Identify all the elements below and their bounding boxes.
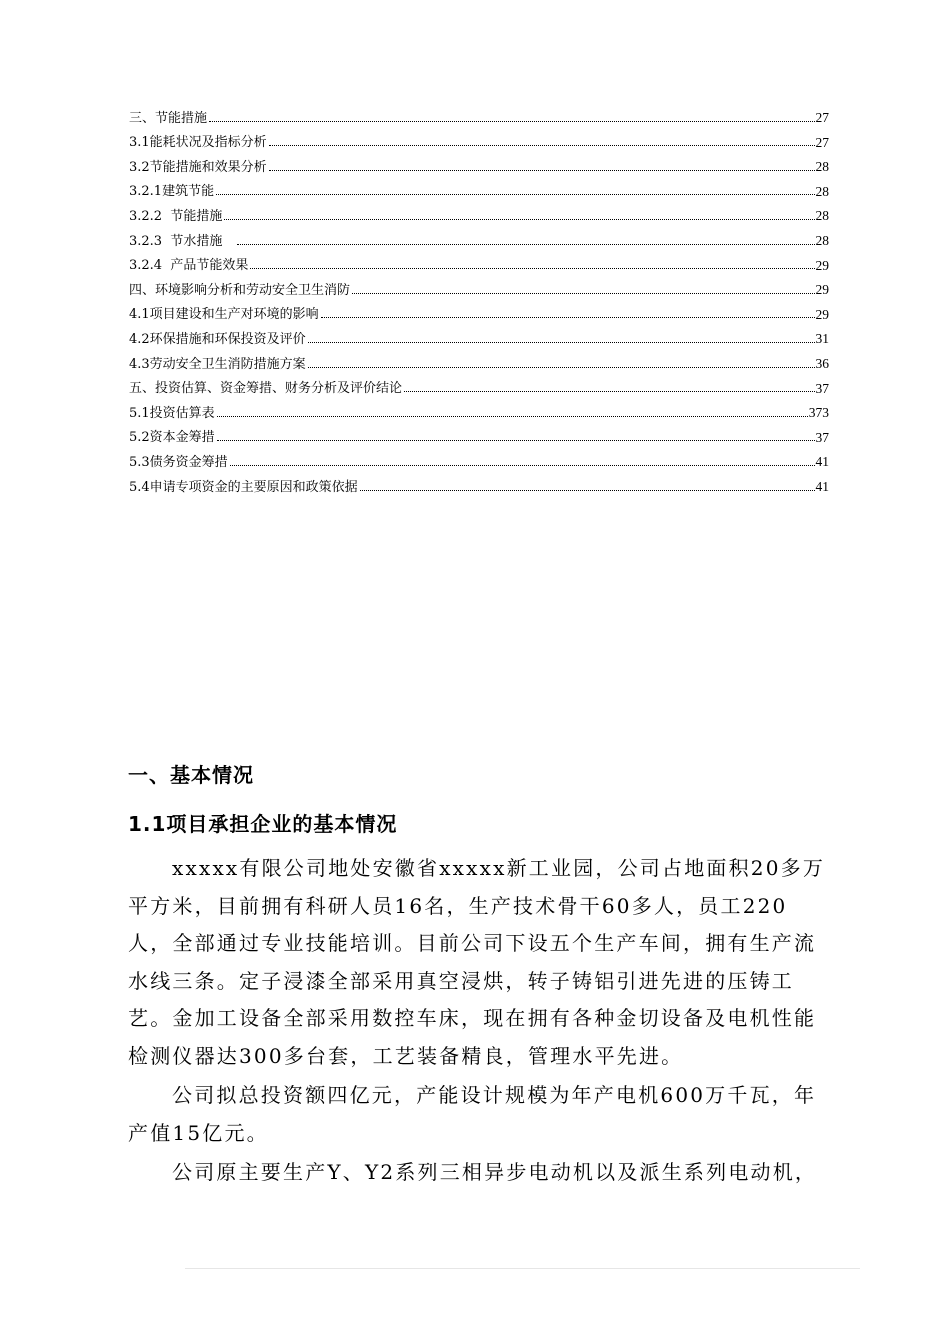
toc-leader-dots: [352, 292, 814, 294]
toc-leader-dots: [404, 390, 814, 392]
toc-entry-page: 28: [815, 208, 829, 224]
table-of-contents: [129, 100, 829, 494]
subsection-heading: 1.1项目承担企业的基本情况: [128, 812, 398, 836]
toc-leader-dots: [217, 439, 815, 441]
toc-leader-dots: [269, 144, 815, 146]
toc-entry-page: 27: [815, 110, 829, 126]
toc-entry-label: 3.2.3 节水措施: [129, 233, 235, 249]
paragraph: xxxxx有限公司地处安徽省xxxxx新工业园，公司占地面积20多万平方米，目前拥有科研人员16名，生产技术骨干60多人，员工220人，全部通过专业技能培训。目前公司下设五个生产车间，拥有生产流水线三条。定子浸漆全部采用真空浸烘，转子铸铝引进先进的压铸工艺。金加工设备全部采用数控车床，现在拥有各种金切设备及电机性能检测仪器达300多台套，工艺装备精良，管理水平先进。: [128, 856, 826, 1068]
toc-entry-page: 29: [815, 282, 829, 298]
toc-entry[interactable]: [129, 444, 829, 469]
toc-leader-dots: [216, 193, 814, 195]
toc-entry-page: 36: [815, 356, 829, 372]
paragraph: 公司拟总投资额四亿元，产能设计规模为年产电机600万千瓦，年产值15亿元。: [128, 1083, 817, 1145]
toc-entry-label: 4.3劳动安全卫生消防措施方案: [129, 356, 306, 372]
toc-entry-label: 4.2环保措施和环保投资及评价: [129, 331, 306, 347]
toc-entry-page: 27: [815, 134, 829, 150]
toc-entry[interactable]: [129, 223, 829, 248]
toc-entry[interactable]: [129, 272, 829, 297]
toc-leader-dots: [360, 489, 815, 491]
toc-entry[interactable]: [129, 371, 829, 396]
toc-entry[interactable]: [129, 297, 829, 322]
toc-entry-page: 41: [815, 479, 829, 494]
body-text: [128, 850, 828, 1194]
toc-entry-label: 3.2节能措施和效果分析: [129, 159, 267, 175]
toc-entry-page: 41: [815, 454, 829, 470]
toc-entry-label: 3.2.2 节能措施: [129, 208, 223, 224]
toc-leader-dots: [217, 415, 808, 417]
toc-entry[interactable]: [129, 198, 829, 223]
toc-entry[interactable]: [129, 395, 829, 420]
toc-entry-page: 373: [808, 405, 829, 421]
toc-entry-label: 5.4申请专项资金的主要原因和政策依据: [129, 479, 358, 495]
toc-leader-dots: [230, 464, 815, 466]
toc-leader-dots: [308, 366, 815, 368]
toc-entry[interactable]: [129, 100, 829, 125]
toc-leader-dots: [209, 120, 814, 122]
toc-entry-label: 五、投资估算、资金筹措、财务分析及评价结论: [129, 381, 403, 397]
toc-entry-label: 3.1能耗状况及指标分析: [129, 135, 267, 151]
toc-leader-dots: [269, 169, 815, 171]
toc-entry-page: 37: [815, 429, 829, 445]
toc-entry-label: 3.2.1建筑节能: [129, 184, 215, 200]
toc-entry-page: 28: [815, 183, 829, 199]
toc-entry-label: 5.3债务资金筹措: [129, 454, 228, 470]
toc-leader-dots: [224, 218, 814, 220]
toc-entry-page: 28: [815, 233, 829, 249]
toc-leader-dots: [308, 341, 815, 343]
toc-leader-dots: [237, 243, 815, 245]
toc-entry-page: 31: [815, 331, 829, 347]
toc-leader-dots: [321, 316, 815, 318]
toc-entry[interactable]: [129, 149, 829, 174]
toc-entry-page: 28: [815, 159, 829, 175]
toc-entry[interactable]: [129, 346, 829, 371]
toc-entry-page: 37: [815, 380, 829, 396]
paragraph: 公司原主要生产Y、Y2系列三相异步电动机以及派生系列电动机，: [172, 1160, 818, 1184]
section-heading: 一、基本情况: [128, 763, 254, 787]
toc-entry-page: 29: [815, 306, 829, 322]
toc-entry-label: 三、节能措施: [129, 110, 208, 126]
toc-entry-label: 四、环境影响分析和劳动安全卫生消防: [129, 282, 351, 298]
toc-entry-label: 5.2资本金筹措: [129, 430, 215, 446]
toc-entry[interactable]: [129, 469, 829, 494]
toc-entry[interactable]: [129, 420, 829, 445]
toc-entry-label: 3.2.4 产品节能效果: [129, 258, 249, 274]
footer-divider: [185, 1268, 860, 1269]
toc-entry[interactable]: [129, 248, 829, 273]
toc-entry-label: 4.1项目建设和生产对环境的影响: [129, 307, 319, 323]
toc-entry-page: 29: [815, 257, 829, 273]
toc-entry[interactable]: [129, 125, 829, 150]
toc-entry-label: 5.1投资估算表: [129, 405, 215, 421]
toc-entry[interactable]: [129, 321, 829, 346]
toc-entry[interactable]: [129, 174, 829, 199]
toc-leader-dots: [250, 267, 814, 269]
